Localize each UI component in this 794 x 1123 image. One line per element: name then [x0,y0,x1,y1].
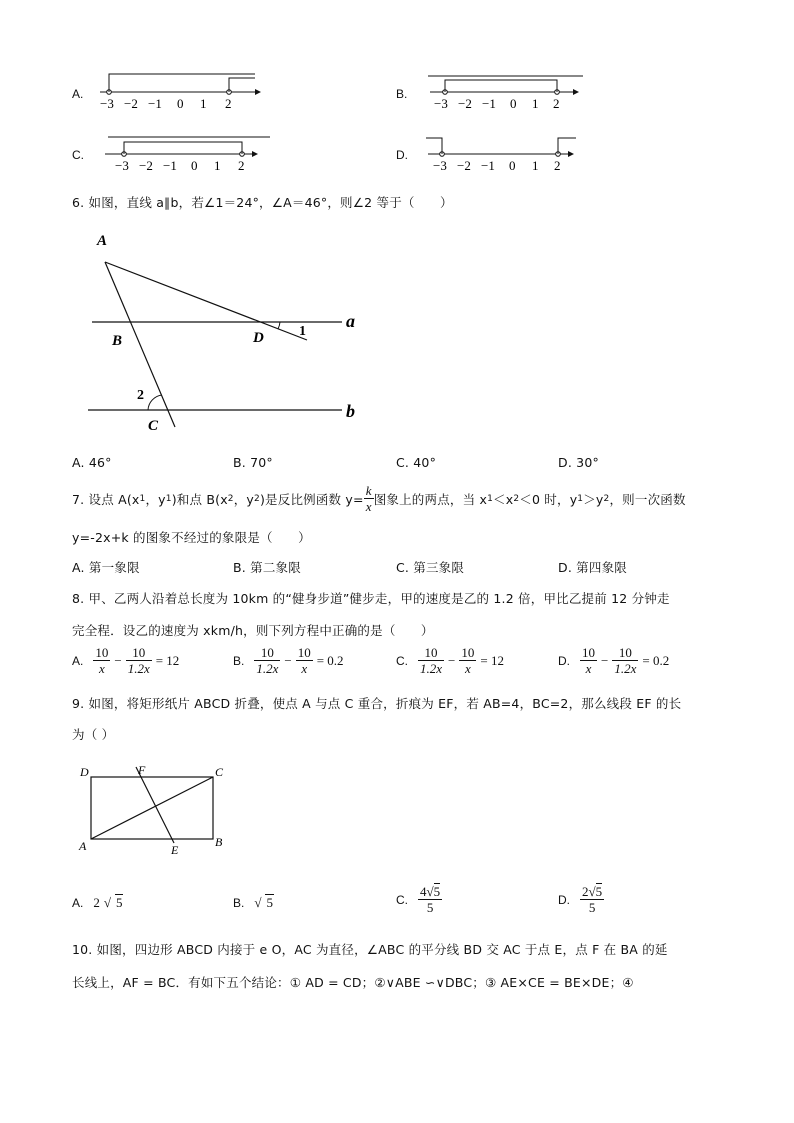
tick-label: 2 [225,96,232,111]
q8-option-a[interactable]: A. $\frac{10}{x}$ − $\frac{10}{1.2x}$ = 12 [72,645,180,676]
tick-label: 2 [238,158,245,173]
tick-label: −2 [139,158,153,173]
tick-label: −3 [115,158,129,173]
label-D: D [80,765,89,779]
tick-label: −2 [458,96,472,111]
label-C: C [215,765,224,779]
q6-figure [80,225,380,435]
q8-line2: 完全程．设乙的速度为 xkm/h，则下列方程中正确的是（ ） [72,623,434,638]
tick-label: −1 [481,158,495,173]
tick-label: 1 [214,158,221,173]
tick-label: 0 [510,96,517,111]
q5-option-c-letter[interactable]: C. [72,148,84,162]
tick-label: 1 [532,96,539,111]
q7-line1: 7. 设点 A(x 1 ，y 1 )和点 B(x 2 ，y 2 )是反比例函数 y= $\frac{k}{x}$ 图象上的两点，当 x 1 ＜x 2 ＜0 时，y 1 ＞y 2 ，则一次函数 [72,483,686,514]
tick-label: −3 [433,158,447,173]
q6-option-d[interactable]: D. 30° [558,455,599,470]
tick-label: 2 [554,158,561,173]
tick-label: 0 [191,158,198,173]
label-D: D [253,330,264,346]
q8-line1: 8. 甲、乙两人沿着总长度为 10km 的“健身步道”健步走，甲的速度是乙的 1.2 倍，甲比乙提前 12 分钟走 [72,591,670,606]
tick-label: −3 [434,96,448,111]
q9-figure [72,760,242,860]
label-F: F [138,763,146,777]
q7-option-b[interactable]: B. 第二象限 [233,560,301,575]
label-A: A [97,233,108,249]
q7-option-c[interactable]: C. 第三象限 [396,560,465,575]
tick-label: 0 [177,96,184,111]
q9-line1: 9. 如图，将矩形纸片 ABCD 折叠，使点 A 与点 C 重合，折痕为 EF，若 AB=4，BC=2，那么线段 EF 的长 [72,696,682,711]
tick-label: 0 [509,158,516,173]
q7-fraction: $\frac{k}{x}$ [365,483,372,514]
tick-label: −2 [457,158,471,173]
tick-label: 1 [200,96,207,111]
label-A: A [79,839,87,853]
label-2: 2 [137,388,144,403]
label-1: 1 [299,324,306,339]
q9-line2: 为（ ） [72,727,115,742]
q10-line1: 10. 如图，四边形 ABCD 内接于 e O，AC 为直径，∠ABC 的平分线 BD 交 AC 于点 E，点 F 在 BA 的延 [72,942,668,957]
q5-option-b-letter[interactable]: B. [396,87,408,101]
q6-stem: 6. 如图，直线 a∥b，若∠1＝24°，∠A＝46°，则∠2 等于（ ） [72,195,453,210]
q7-option-d[interactable]: D. 第四象限 [558,560,627,575]
tick-label: −3 [100,96,114,111]
q9-option-b[interactable]: B. √ 5 [233,894,273,910]
q8-option-c[interactable]: C. $\frac{10}{1.2x}$ − $\frac{10}{x}$ = 12 [396,645,504,676]
q6-option-b[interactable]: B. 70° [233,455,273,470]
q8-option-b[interactable]: B. $\frac{10}{1.2x}$ − $\frac{10}{x}$ = 0.2 [233,645,344,676]
label-B: B [215,835,223,849]
label-C: C [148,418,159,434]
tick-label: −1 [148,96,162,111]
label-B: B [112,333,123,349]
tick-label: 1 [532,158,539,173]
q10-line2: 长线上，AF = BC．有如下五个结论：① AD = CD；②∨ABE ∽∨DBC；③ AE×CE = BE×DE；④ [72,975,634,990]
q8-option-d[interactable]: D. $\frac{10}{x}$ − $\frac{10}{1.2x}$ = 0.2 [558,645,670,676]
q7-option-a[interactable]: A. 第一象限 [72,560,140,575]
q6-option-a[interactable]: A. 46° [72,455,112,470]
number-line-b [425,70,590,115]
q9-option-c[interactable]: C. $\frac{4√5}{5}$ [396,884,441,915]
tick-label: 2 [553,96,560,111]
q6-stem-text: 如图，直线 a∥b，若∠1＝24°，∠A＝46°，则∠2 等于（ ） [88,195,453,210]
label-b: b [346,401,355,421]
number-line-c [100,132,275,177]
label-E: E [171,843,179,857]
q5-option-d-letter[interactable]: D. [396,148,408,162]
tick-label: −1 [163,158,177,173]
q7-line2: y=-2x+k 的图象不经过的象限是（ ） [72,530,311,545]
q9-option-a[interactable]: A. 2 √ 5 [72,894,123,910]
number-line-a [95,70,265,115]
tick-label: −2 [124,96,138,111]
q6-option-c[interactable]: C. 40° [396,455,437,470]
q9-option-d[interactable]: D. $\frac{2√5}{5}$ [558,884,603,915]
tick-label: −1 [482,96,496,111]
label-a: a [346,311,355,331]
q5-option-a-letter[interactable]: A. [72,87,84,101]
number-line-d [420,132,585,177]
